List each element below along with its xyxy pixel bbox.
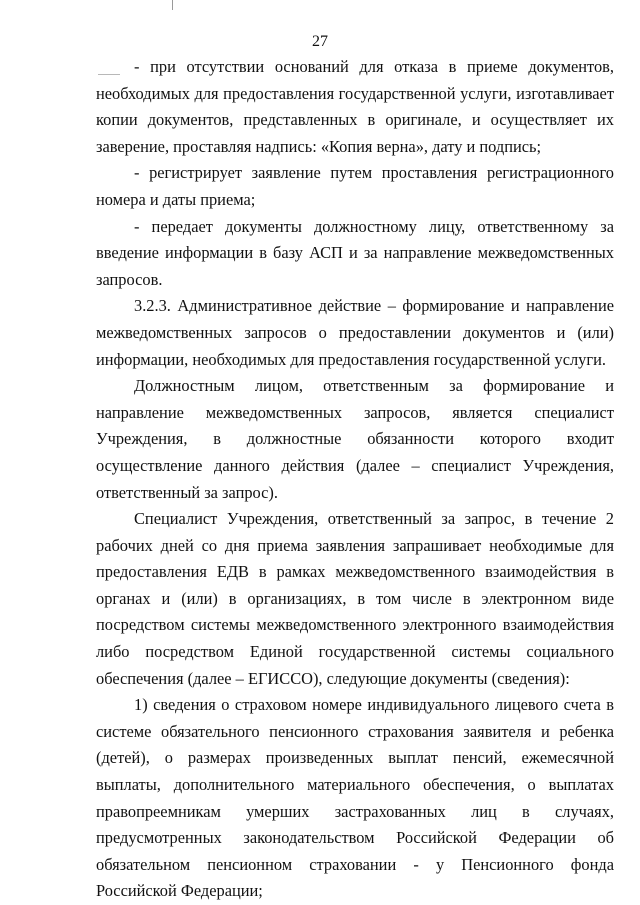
scan-artifact-line: [172, 0, 173, 10]
paragraph-transfer: - передает документы должностному лицу, ответственному за введение информации в базу АСП и за направление межведомственных запросов.: [96, 216, 614, 289]
page-number: 27: [312, 33, 328, 50]
document-body: [96, 54, 614, 905]
paragraph-copies: - при отсутствии оснований для отказа в приеме документов, необходимых для предоставления государственной услуги, изготавливает копии документов, представленных в оригинале, и осуществляет их заверение, проставляя надпись: «Копия верна», дату и подпись;: [96, 57, 614, 156]
paragraph-item-1: 1) сведения о страховом номере индивидуального лицевого счета в системе обязательного пенсионного страхования заявителя и ребенка (детей), о размерах произведенных выплат пенсий, ежемесячной выплаты, дополнительного материального обеспечения, о выплатах правопреемникам умерших застрахованных лиц в случаях, предусмотренных законодательством Российской Федерации об обязательном пенсионном страховании - у Пенсионного фонда Российской Федерации;: [96, 695, 614, 901]
paragraph-section-3-2-3: 3.2.3. Административное действие – формирование и направление межведомственных запросов о предоставлении документов и (или) информации, необходимых для предоставления государственной услуги.: [96, 296, 614, 369]
paragraph-responsible-official: Должностным лицом, ответственным за формирование и направление межведомственных запросов, является специалист Учреждения, в должностные обязанности которого входит осуществление данного действия (далее – специалист Учреждения, ответственный за запрос).: [96, 376, 614, 502]
paragraph-specialist-requests: Специалист Учреждения, ответственный за запрос, в течение 2 рабочих дней со дня приема заявления запрашивает необходимые для предоставления ЕДВ в рамках межведомственного взаимодействия в органах и (или) в организациях, в том числе в электронном виде посредством системы межведомственного электронного взаимодействия либо посредством Единой государственной системы социального обеспечения (далее – ЕГИССО), следующие документы (сведения):: [96, 509, 614, 688]
paragraph-register: - регистрирует заявление путем проставления регистрационного номера и даты приема;: [96, 163, 614, 209]
